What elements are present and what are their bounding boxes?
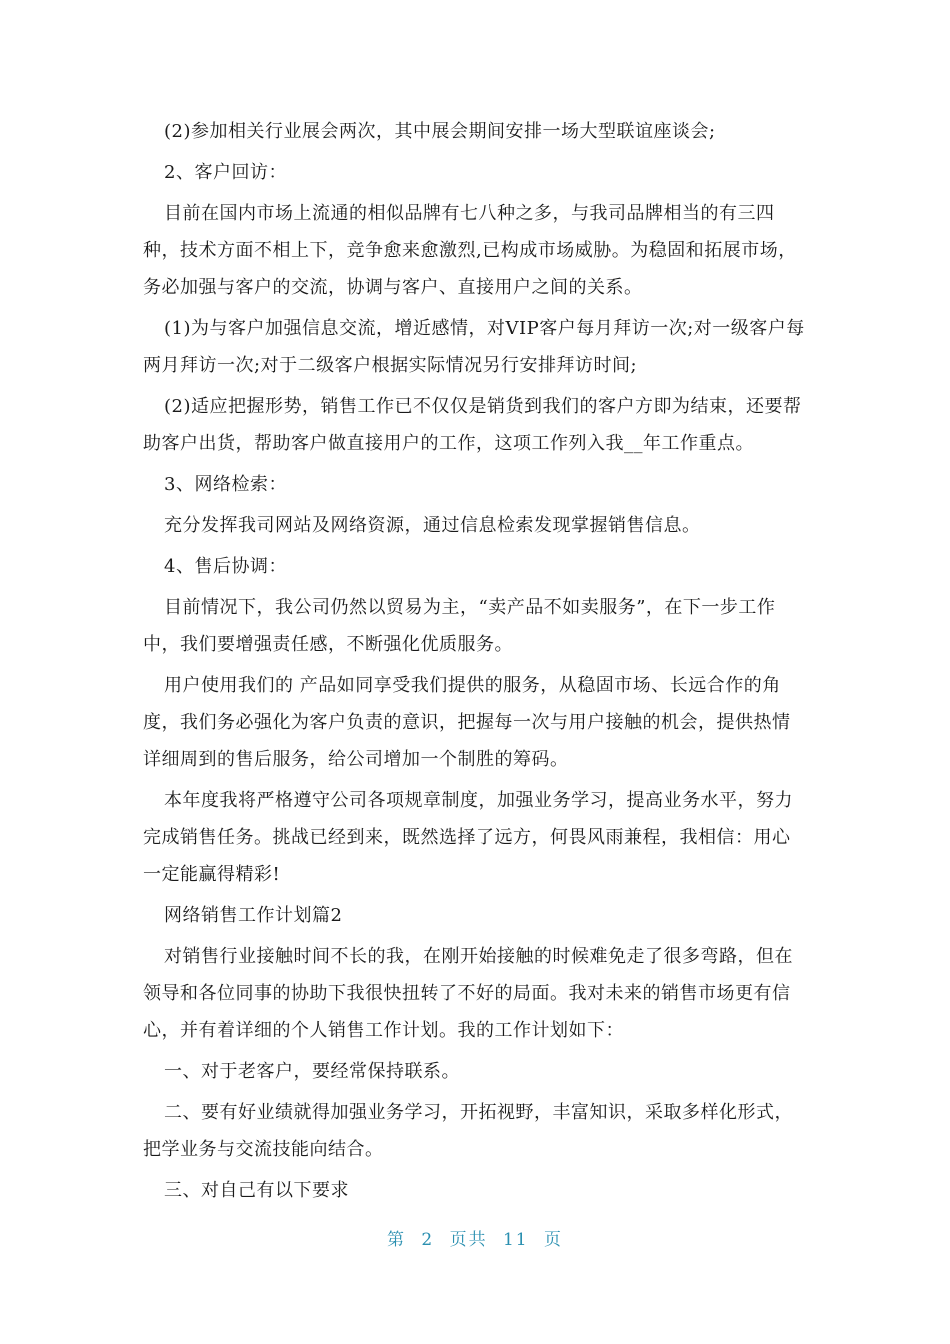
paragraph: (2)适应把握形势，销售工作已不仅仅是销货到我们的客户方即为结束，还要帮助客户出货，帮助客户做直接用户的工作，这项工作列入我__年工作重点。 (143, 396, 802, 454)
paragraph: 三、对自己有以下要求 (164, 1180, 349, 1201)
paragraph: 对销售行业接触时间不长的我，在刚开始接触的时候难免走了很多弯路，但在领导和各位同事的协助下我很快扭转了不好的局面。我对未来的销售市场更有信心，并有着详细的个人销售工作计划。我的工作计划如下： (143, 946, 793, 1041)
document-body (143, 113, 808, 1209)
page-number: 第 2 页共 11 页 (386, 1230, 564, 1250)
paragraph: 充分发挥我司网站及网络资源，通过信息检索发现掌握销售信息。 (164, 515, 701, 536)
paragraph: 二、要有好业绩就得加强业务学习，开拓视野，丰富知识，采取多样化形式，把学业务与交流技能向结合。 (143, 1102, 793, 1160)
article-title: 网络销售工作计划篇2 (164, 905, 343, 926)
section-heading: 4、售后协调： (164, 556, 287, 577)
section-heading: 2、客户回访： (164, 162, 287, 183)
paragraph: 目前情况下，我公司仍然以贸易为主，“卖产品不如卖服务”，在下一步工作中，我们要增强责任感，不断强化优质服务。 (143, 597, 776, 655)
paragraph: 用户使用我们的 产品如同享受我们提供的服务，从稳固市场、长远合作的角度，我们务必强化为客户负责的意识，把握每一次与用户接触的机会，提供热情详细周到的售后服务，给公司增加一个制胜的筹码。 (143, 675, 791, 770)
paragraph: 目前在国内市场上流通的相似品牌有七八种之多，与我司品牌相当的有三四种，技术方面不相上下，竞争愈来愈激烈,已构成市场威胁。为稳固和拓展市场，务必加强与客户的交流，协调与客户、直接用户之间的关系。 (143, 203, 797, 298)
paragraph: (2)参加相关行业展会两次，其中展会期间安排一场大型联谊座谈会; (164, 121, 716, 142)
paragraph: (1)为与客户加强信息交流，增近感情，对VIP客户每月拜访一次;对一级客户每两月拜访一次;对于二级客户根据实际情况另行安排拜访时间; (143, 318, 805, 376)
paragraph: 本年度我将严格遵守公司各项规章制度，加强业务学习，提高业务水平，努力完成销售任务。挑战已经到来，既然选择了远方，何畏风雨兼程，我相信：用心一定能赢得精彩! (143, 790, 793, 885)
paragraph: 一、对于老客户，要经常保持联系。 (164, 1061, 460, 1082)
section-heading: 3、网络检索： (164, 474, 287, 495)
